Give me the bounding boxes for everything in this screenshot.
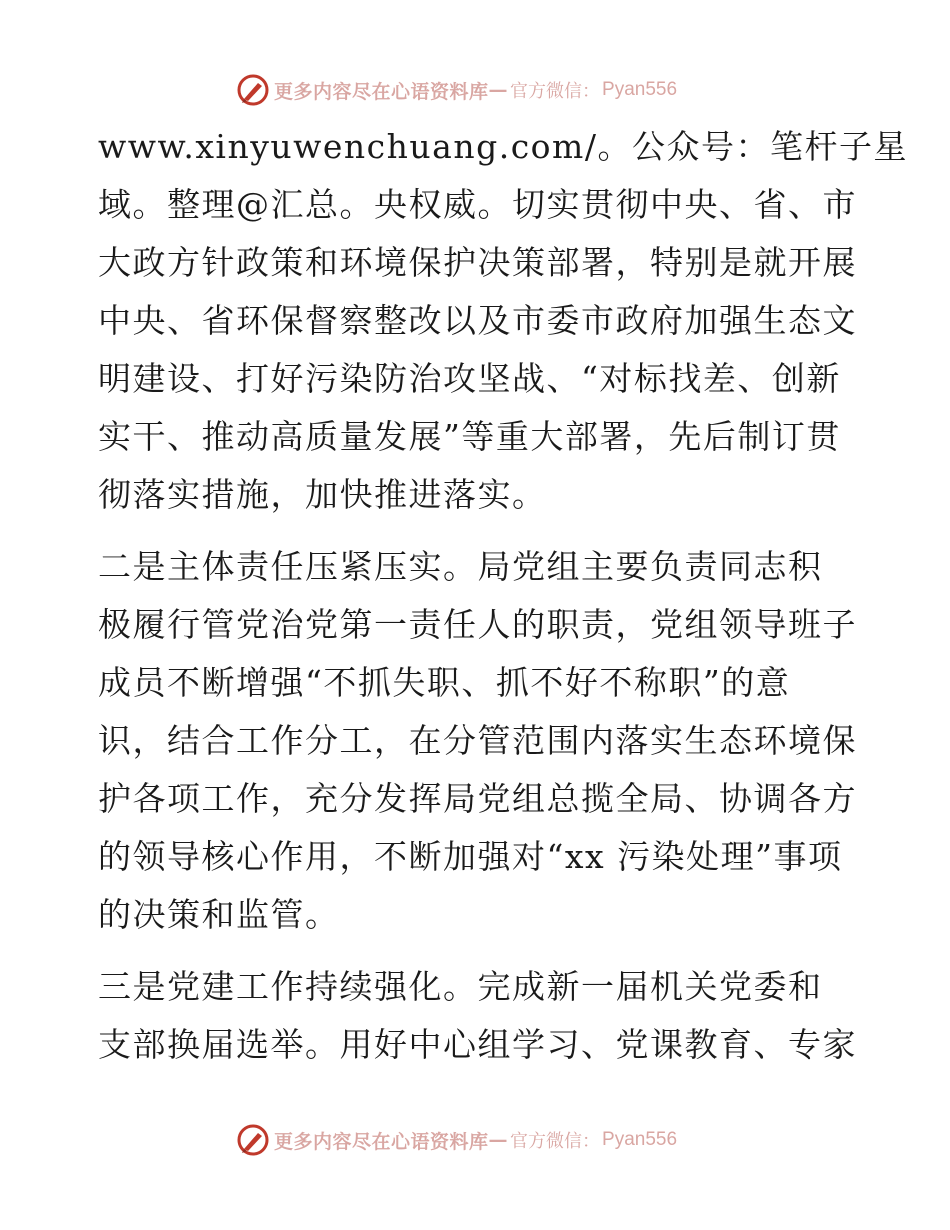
header-watermark	[236, 72, 677, 108]
text-line: 二是主体责任压紧压实。局党组主要负责同志积	[98, 547, 823, 586]
header-label: 官方微信：	[510, 81, 601, 102]
paragraph-3	[98, 958, 878, 1074]
text-line: 实干、推动高质量发展”等重大部署，先后制订贯	[98, 417, 841, 456]
paragraph-2	[98, 538, 878, 944]
text-line: 三是党建工作持续强化。完成新一届机关党委和	[98, 967, 823, 1006]
footer-separator: —	[488, 1129, 509, 1151]
text-line: 的领导核心作用，不断加强对“xx 污染处理”事项	[98, 837, 843, 876]
header-title: 更多内容尽在心语资料库	[274, 80, 489, 103]
footer-wechat-id: Pyan556	[602, 1129, 678, 1150]
pen-logo-icon	[236, 1123, 270, 1157]
header-wechat-id: Pyan556	[602, 79, 678, 100]
text-line: 支部换届选举。用好中心组学习、党课教育、专家	[98, 1025, 857, 1064]
body-text	[98, 118, 908, 1074]
header-separator: —	[488, 79, 509, 101]
text-line: 大政方针政策和环境保护决策部署，特别是就开展	[98, 243, 857, 282]
text-line: 的决策和监管。	[98, 895, 340, 934]
paragraph-1	[98, 118, 908, 524]
footer-label: 官方微信：	[510, 1131, 601, 1152]
footer-title: 更多内容尽在心语资料库	[274, 1130, 489, 1153]
text-line: 成员不断增强“不抓失职、抓不好不称职”的意	[98, 663, 791, 702]
text-line: 域。整理@汇总。央权威。切实贯彻中央、省、市	[98, 185, 857, 224]
text-line: 中央、省环保督察整改以及市委市政府加强生态文	[98, 301, 857, 340]
footer-watermark	[236, 1122, 677, 1158]
text-line: 极履行管党治党第一责任人的职责，党组领导班子	[98, 605, 857, 644]
text-line: 识，结合工作分工，在分管范围内落实生态环境保	[98, 721, 857, 760]
text-line: 明建设、打好污染防治攻坚战、“对标找差、创新	[98, 359, 841, 398]
text-line: www.xinyuwenchuang.com/。公众号：笔杆子星	[98, 127, 908, 166]
text-line: 彻落实措施，加快推进落实。	[98, 475, 547, 514]
pen-logo-icon	[236, 73, 270, 107]
text-line: 护各项工作，充分发挥局党组总揽全局、协调各方	[98, 779, 857, 818]
